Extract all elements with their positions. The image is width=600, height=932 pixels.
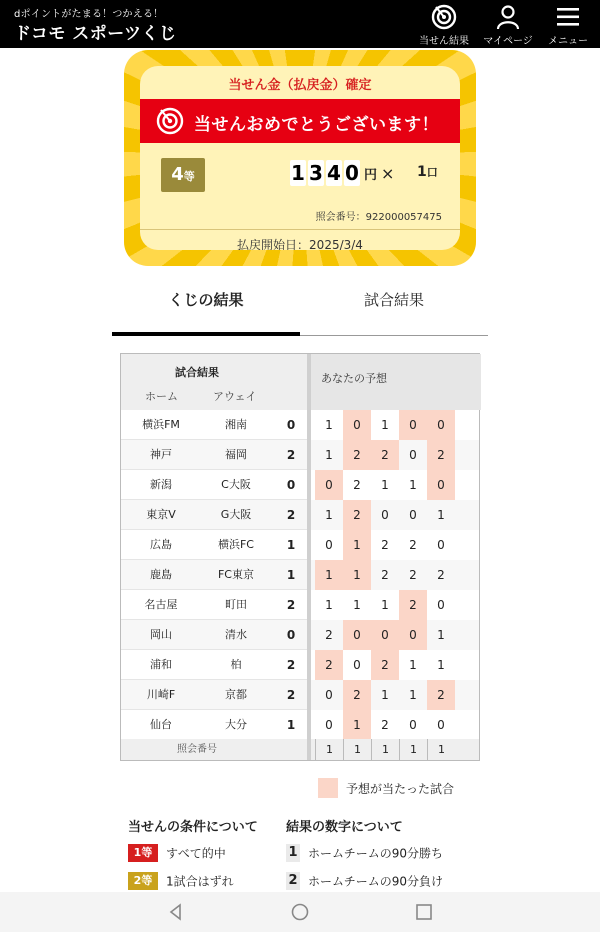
reference-cell: 1: [371, 739, 399, 760]
number-item: [286, 872, 443, 892]
condition-text: すべて的中: [166, 846, 226, 861]
prediction-cell: 0: [437, 538, 445, 552]
system-nav-bar: [0, 892, 600, 932]
prediction-cell: 2: [315, 650, 343, 680]
prediction-cell: 2: [343, 500, 371, 530]
mypage-button[interactable]: [478, 4, 538, 46]
target-icon: [431, 4, 457, 30]
payout-start-date: 払戻開始日：2025/3/4: [237, 238, 363, 250]
recents-icon[interactable]: [414, 902, 434, 922]
reference-number-row: [121, 739, 479, 760]
brand-logo[interactable]: ドコモ スポーツくじ: [14, 24, 177, 44]
result-number: 2: [286, 872, 300, 890]
prediction-cell: 1: [325, 598, 333, 612]
match-result: 2: [286, 658, 296, 672]
congrats-message: 当せんおめでとうございます！: [194, 115, 439, 135]
prediction-cell: 2: [353, 478, 361, 492]
prediction-cell: 0: [409, 718, 417, 732]
condition-item: [128, 844, 226, 864]
amount-digit: 1: [291, 161, 305, 185]
prediction-cell: 2: [343, 440, 371, 470]
prediction-cell: 0: [343, 410, 371, 440]
prize-banner: [124, 50, 476, 266]
column-separator: [307, 354, 311, 760]
away-team: 湘南: [225, 418, 247, 431]
match-result: 0: [286, 478, 296, 492]
prediction-cell: 2: [427, 440, 455, 470]
prediction-cell: 2: [427, 680, 455, 710]
away-team: 柏: [230, 658, 242, 671]
prediction-cell: 1: [325, 448, 333, 462]
result-number: 1: [286, 844, 300, 862]
prediction-cell: 1: [409, 688, 417, 702]
prediction-header: [307, 354, 481, 410]
condition-text: 1試合はずれ: [166, 874, 234, 889]
away-team: 町田: [225, 598, 247, 611]
prize-rank-number: 4: [171, 164, 184, 185]
reference-cell: 1: [315, 739, 343, 760]
home-team: 鹿島: [150, 568, 172, 581]
prediction-cell: 0: [399, 620, 427, 650]
match-result-header: [121, 354, 307, 410]
prize-rank-badge: [161, 158, 205, 192]
away-column-label: アウェイ: [213, 390, 257, 403]
congrats-bar: [140, 99, 460, 143]
prediction-cell: 1: [381, 478, 389, 492]
prediction-cell: 0: [325, 538, 333, 552]
times-symbol: ×: [381, 163, 395, 183]
match-result: 2: [286, 598, 296, 612]
home-team: 仙台: [150, 718, 172, 731]
prediction-cell: 0: [409, 448, 417, 462]
prediction-cell: 0: [427, 470, 455, 500]
prediction-cell: 0: [325, 688, 333, 702]
home-team: 浦和: [150, 658, 172, 671]
away-team: 清水: [225, 628, 247, 641]
prediction-cell: 0: [325, 718, 333, 732]
prediction-cell: 2: [381, 568, 389, 582]
match-result: 1: [286, 538, 296, 552]
results-table: [120, 353, 480, 761]
prediction-cell: 1: [343, 710, 371, 740]
numbers-title: 結果の数字について: [286, 820, 403, 835]
prediction-cell: 1: [437, 628, 445, 642]
reference-cell: 1: [427, 739, 455, 760]
prediction-cell: 2: [343, 680, 371, 710]
prediction-cell: 2: [381, 718, 389, 732]
hamburger-icon: [555, 4, 581, 30]
tab-lottery-result[interactable]: くじの結果: [112, 280, 300, 336]
prediction-cell: 1: [315, 560, 343, 590]
table-row: [121, 620, 479, 650]
prediction-cell: 0: [437, 718, 445, 732]
table-row: [121, 500, 479, 530]
table-row: [121, 680, 479, 710]
amount-digit: 3: [309, 161, 323, 185]
table-row: [121, 710, 479, 740]
prediction-cell: 0: [437, 598, 445, 612]
table-row: [121, 650, 479, 680]
menu-button-label: メニュー: [548, 36, 588, 47]
home-team: 横浜FM: [142, 418, 180, 431]
result-tabs: [112, 280, 488, 336]
reference-cell: 1: [343, 739, 371, 760]
prediction-cell: 0: [343, 620, 371, 650]
results-button[interactable]: [414, 4, 474, 46]
match-result: 2: [286, 448, 296, 462]
prediction-cell: 1: [325, 418, 333, 432]
home-team: 川崎F: [146, 688, 176, 701]
prediction-cell: 2: [381, 538, 389, 552]
prediction-cell: 2: [325, 628, 333, 642]
prediction-cell: 2: [399, 590, 427, 620]
match-result: 2: [286, 508, 296, 522]
prediction-cell: 1: [381, 598, 389, 612]
prediction-cell: 1: [409, 658, 417, 672]
menu-button[interactable]: [538, 4, 598, 46]
yen-unit: 円: [364, 167, 378, 183]
away-team: FC東京: [217, 568, 254, 581]
conditions-title: 当せんの条件について: [128, 820, 258, 835]
results-button-label: 当せん結果: [419, 36, 469, 47]
prediction-cell: 0: [353, 658, 361, 672]
back-icon[interactable]: [166, 902, 186, 922]
prediction-cell: 0: [381, 508, 389, 522]
amount-digit: 4: [327, 161, 341, 185]
prediction-cell: 1: [381, 418, 389, 432]
match-result: 2: [286, 688, 296, 702]
prediction-cell: 1: [437, 658, 445, 672]
prediction-cell: 0: [371, 620, 399, 650]
prediction-cell: 1: [325, 508, 333, 522]
prediction-cell: 1: [381, 688, 389, 702]
amount-digit: 0: [345, 161, 359, 185]
home-team: 名古屋: [144, 598, 178, 611]
prize-reference-number: 照会番号：922000057475: [315, 212, 442, 223]
prediction-cell: 0: [409, 508, 417, 522]
person-icon: [495, 4, 521, 30]
match-result: 1: [286, 718, 296, 732]
prize-rank-suffix: 等: [183, 170, 195, 183]
table-row: [121, 530, 479, 560]
reference-cell: 1: [399, 739, 427, 760]
match-result: 0: [286, 628, 296, 642]
table-row: [121, 440, 479, 470]
away-team: 福岡: [225, 448, 247, 461]
condition-item: [128, 872, 234, 892]
home-team: 神戸: [150, 448, 172, 461]
away-team: G大阪: [220, 508, 252, 521]
number-item: [286, 844, 443, 864]
mypage-button-label: マイページ: [483, 36, 533, 47]
prediction-cell: 2: [437, 568, 445, 582]
prediction-title: あなたの予想: [321, 372, 387, 385]
hit-swatch: [318, 778, 338, 798]
table-row: [121, 410, 479, 440]
prediction-cell: 1: [343, 560, 371, 590]
prize-amount: [290, 158, 394, 188]
prediction-cell: 2: [371, 650, 399, 680]
home-column-label: ホーム: [145, 390, 178, 403]
number-text: ホームチームの90分勝ち: [308, 846, 444, 861]
prediction-cell: 0: [399, 410, 427, 440]
prediction-cell: 1: [437, 508, 445, 522]
match-result: 0: [286, 418, 296, 432]
prize-confirm-text: 当せん金（払戻金）確定: [228, 78, 372, 93]
prediction-cell: 1: [343, 530, 371, 560]
prize-quantity: [417, 164, 438, 180]
prediction-cell: 0: [427, 410, 455, 440]
app-header: [0, 0, 600, 48]
match-result: 1: [286, 568, 296, 582]
hit-legend-text: 予想が当たった試合: [346, 782, 455, 796]
table-row: [121, 560, 479, 590]
table-row: [121, 470, 479, 500]
reference-row-label: 照会番号: [177, 744, 217, 755]
away-team: 京都: [225, 688, 247, 701]
rank-badge: 1等: [128, 844, 158, 862]
away-team: 大分: [225, 718, 247, 731]
prediction-cell: 1: [409, 478, 417, 492]
match-result-title: 試合結果: [175, 366, 219, 379]
home-team: 広島: [150, 538, 172, 551]
divider: [140, 229, 460, 230]
rank-badge: 2等: [128, 872, 158, 890]
prediction-cell: 0: [315, 470, 343, 500]
quantity-number: 1: [417, 164, 427, 180]
home-icon[interactable]: [290, 902, 310, 922]
number-text: ホームチームの90分負け: [308, 874, 444, 889]
quantity-unit: 口: [426, 166, 438, 179]
header-tagline: dポイントがたまる！つかえる！: [14, 9, 164, 20]
target-icon: [156, 107, 184, 135]
prediction-cell: 2: [409, 568, 417, 582]
home-team: 新潟: [150, 478, 172, 491]
prediction-cell: 1: [353, 598, 361, 612]
tab-match-result[interactable]: 試合結果: [300, 280, 488, 336]
table-row: [121, 590, 479, 620]
away-team: C大阪: [221, 478, 251, 491]
prediction-cell: 2: [371, 440, 399, 470]
home-team: 岡山: [150, 628, 172, 641]
prize-card: [140, 66, 460, 250]
away-team: 横浜FC: [217, 538, 254, 551]
prediction-cell: 2: [409, 538, 417, 552]
home-team: 東京V: [146, 508, 176, 521]
